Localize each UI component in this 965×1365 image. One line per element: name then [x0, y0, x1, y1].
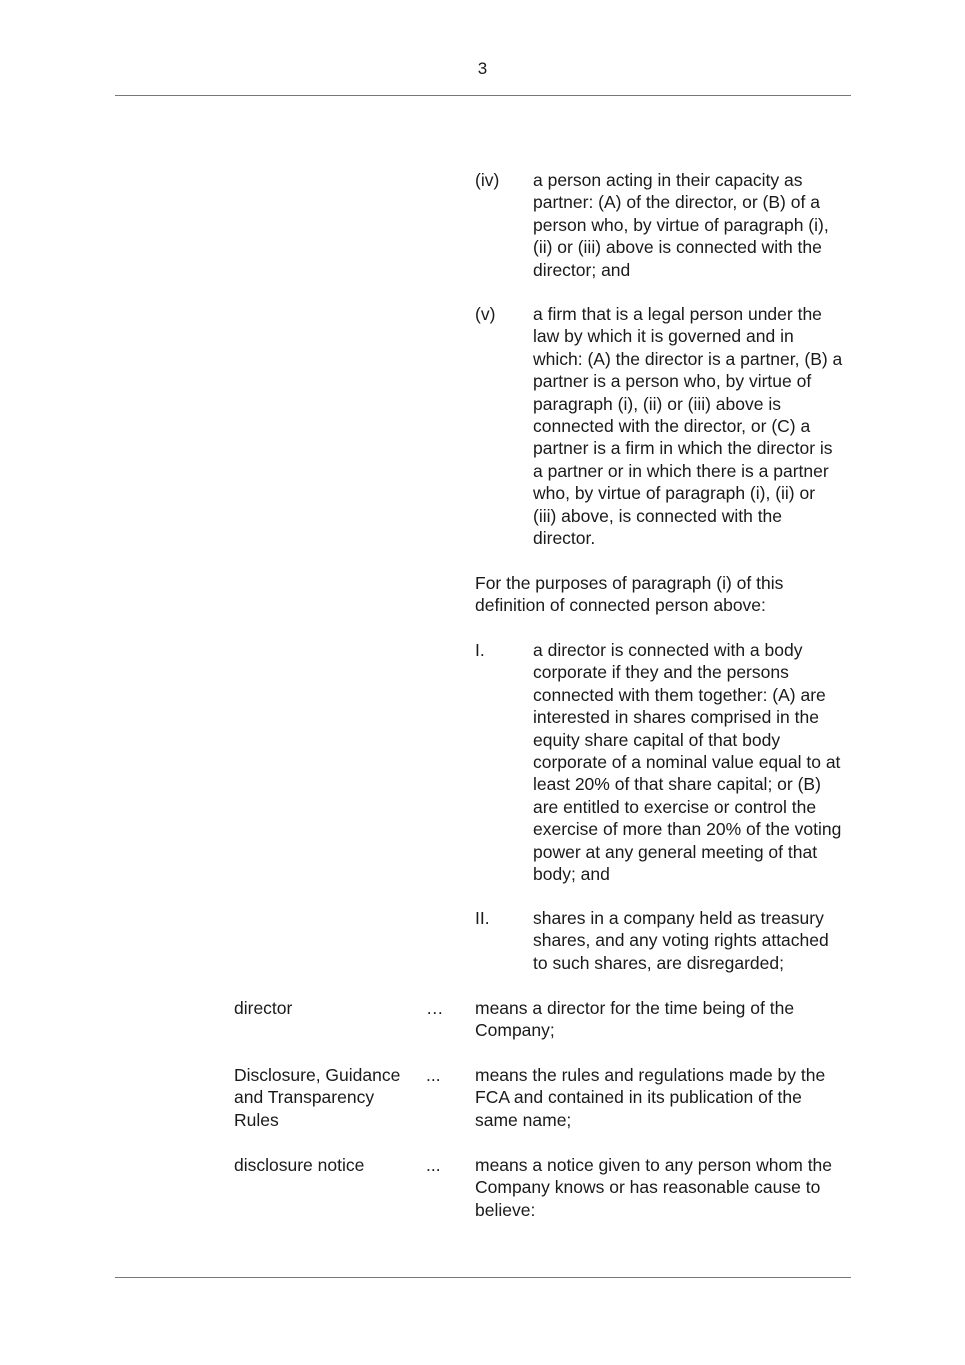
list-item-text: a firm that is a legal person under the law by which it is governed and in which: (A) the director is a partner, (B) a partner is a person who, by virtue of paragraph (i), (ii) or (iii) above is connected with the director, or (C) a partner is a firm in which the director is a partner or in which there is a partner who, by virtue of paragraph (i), (ii) or (iii) above, is connected with the director.: [533, 304, 843, 549]
list-item-text: shares in a company held as treasury shares, and any voting rights attached to such shares, are disregarded;: [533, 908, 829, 973]
purposes-paragraph: For the purposes of paragraph (i) of this definition of connected person above:: [475, 573, 784, 616]
definition-dots: ...: [426, 1155, 441, 1175]
list-marker: (iv): [475, 170, 500, 190]
header-rule: [115, 95, 851, 96]
definition-term: director: [234, 998, 293, 1018]
definition-term: Disclosure, Guidance and Transparency Rules: [234, 1065, 401, 1130]
list-marker: I.: [475, 640, 485, 660]
definition-text: means a notice given to any person whom the Company knows or has reasonable cause to believe:: [475, 1155, 833, 1220]
footer-rule: [115, 1277, 851, 1278]
list-marker: (v): [475, 304, 496, 324]
page-number: 3: [477, 59, 488, 78]
list-marker: II.: [475, 908, 490, 928]
definition-text: means the rules and regulations made by the FCA and contained in its publication of the same name;: [475, 1065, 826, 1130]
definition-dots: ...: [426, 1065, 441, 1085]
definition-term: disclosure notice: [234, 1155, 365, 1175]
definition-text: means a director for the time being of the Company;: [475, 998, 795, 1041]
list-item-text: a person acting in their capacity as partner: (A) of the director, or (B) of a person who, by virtue of paragraph (i), (ii) or (iii) above is connected with the director; and: [533, 170, 829, 280]
definition-dots: …: [426, 998, 444, 1018]
list-item-text: a director is connected with a body corporate if they and the persons connected with them together: (A) are interested in shares comprised in the equity share capital of that body corporate of a nominal value equal to at least 20% of that share capital; or (B) are entitled to exercise or control the exercise of more than 20% of the voting power at any general meeting of that body; and: [533, 640, 842, 885]
